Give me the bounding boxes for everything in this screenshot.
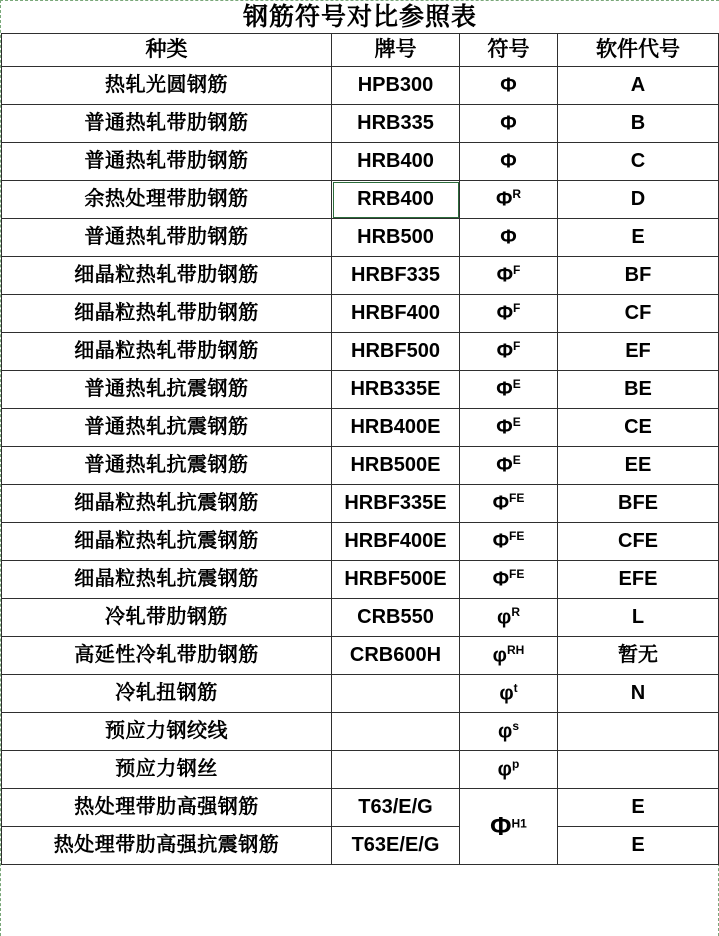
cell-kind: 细晶粒热轧带肋钢筋 (2, 333, 332, 371)
table-title-row (2, 1, 719, 34)
symbol-superscript: FE (509, 529, 525, 544)
column-header-code: 软件代号 (558, 34, 719, 67)
cell-symbol (460, 67, 558, 105)
table-row (2, 257, 719, 295)
table-row (2, 371, 719, 409)
cell-code: E (558, 827, 719, 865)
cell-symbol (460, 409, 558, 447)
symbol-superscript: F (513, 301, 521, 316)
cell-symbol-merged (460, 789, 558, 865)
cell-kind: 普通热轧带肋钢筋 (2, 105, 332, 143)
cell-symbol (460, 675, 558, 713)
symbol-superscript: E (512, 415, 521, 430)
table-row (2, 637, 719, 675)
cell-code: B (558, 105, 719, 143)
cell-code: C (558, 143, 719, 181)
cell-symbol (460, 713, 558, 751)
symbol-glyph: Φ (492, 492, 510, 515)
symbol-superscript: E (512, 377, 521, 392)
cell-kind: 细晶粒热轧带肋钢筋 (2, 295, 332, 333)
cell-grade: T63E/E/G (332, 827, 460, 865)
symbol-glyph: φ (497, 606, 512, 629)
cell-kind: 细晶粒热轧抗震钢筋 (2, 561, 332, 599)
symbol-superscript: R (512, 187, 522, 202)
table-row (2, 599, 719, 637)
cell-code: D (558, 181, 719, 219)
page-title: 钢筋符号对比参照表 (2, 1, 719, 34)
cell-kind: 预应力钢绞线 (2, 713, 332, 751)
cell-grade: HRB500E (332, 447, 460, 485)
symbol-glyph: φ (498, 720, 513, 743)
cell-kind: 普通热轧抗震钢筋 (2, 371, 332, 409)
table-header-row (2, 34, 719, 67)
cell-code: CF (558, 295, 719, 333)
table-row (2, 409, 719, 447)
cell-grade: HRBF400 (332, 295, 460, 333)
table-row (2, 827, 719, 865)
cell-grade: CRB600H (332, 637, 460, 675)
cell-kind: 细晶粒热轧抗震钢筋 (2, 485, 332, 523)
symbol-glyph: Φ (492, 568, 510, 591)
cell-kind: 热处理带肋高强钢筋 (2, 789, 332, 827)
cell-code: E (558, 789, 719, 827)
symbol-superscript: FE (509, 567, 525, 582)
symbol-glyph: Φ (500, 74, 517, 97)
symbol-superscript: FE (509, 491, 525, 506)
table-row (2, 447, 719, 485)
cell-grade: RRB400 (332, 181, 460, 219)
cell-symbol (460, 181, 558, 219)
column-header-grade: 牌号 (332, 34, 460, 67)
column-header-symbol: 符号 (460, 34, 558, 67)
cell-kind: 普通热轧带肋钢筋 (2, 219, 332, 257)
cell-grade: HRBF500E (332, 561, 460, 599)
cell-code: CFE (558, 523, 719, 561)
symbol-superscript: R (511, 605, 520, 620)
symbol-glyph: Φ (496, 378, 513, 401)
symbol-glyph: Φ (490, 810, 512, 841)
symbol-glyph: φ (499, 682, 514, 705)
symbol-glyph: Φ (496, 454, 513, 477)
cell-grade: HRBF335 (332, 257, 460, 295)
cell-symbol (460, 371, 558, 409)
symbol-superscript: F (513, 339, 521, 354)
cell-grade (332, 675, 460, 713)
cell-kind: 预应力钢丝 (2, 751, 332, 789)
cell-kind: 普通热轧抗震钢筋 (2, 409, 332, 447)
rebar-symbol-table (1, 1, 719, 865)
cell-code: A (558, 67, 719, 105)
symbol-glyph: φ (492, 644, 507, 667)
cell-grade: HRB400 (332, 143, 460, 181)
table-row (2, 105, 719, 143)
cell-symbol (460, 561, 558, 599)
symbol-superscript: t (513, 681, 518, 696)
cell-code: EFE (558, 561, 719, 599)
cell-code: 暂无 (558, 637, 719, 675)
table-row (2, 751, 719, 789)
symbol-glyph: Φ (496, 264, 514, 287)
table-row (2, 181, 719, 219)
cell-grade: HPB300 (332, 67, 460, 105)
symbol-superscript: s (512, 719, 519, 734)
cell-symbol (460, 105, 558, 143)
cell-code (558, 713, 719, 751)
symbol-glyph: Φ (492, 530, 510, 553)
symbol-superscript: p (511, 757, 520, 772)
table-row (2, 789, 719, 827)
symbol-glyph: Φ (500, 150, 517, 173)
cell-grade: HRBF335E (332, 485, 460, 523)
cell-kind: 细晶粒热轧带肋钢筋 (2, 257, 332, 295)
cell-kind: 冷轧带肋钢筋 (2, 599, 332, 637)
cell-symbol (460, 219, 558, 257)
cell-code: BFE (558, 485, 719, 523)
symbol-glyph: Φ (500, 112, 517, 135)
symbol-glyph: φ (497, 758, 512, 781)
symbol-glyph: Φ (500, 226, 517, 249)
symbol-glyph: Φ (496, 340, 514, 363)
cell-symbol (460, 333, 558, 371)
cell-grade: T63/E/G (332, 789, 460, 827)
table-row (2, 713, 719, 751)
cell-grade: HRB400E (332, 409, 460, 447)
cell-grade (332, 751, 460, 789)
cell-symbol (460, 523, 558, 561)
table-row (2, 295, 719, 333)
cell-code (558, 751, 719, 789)
cell-symbol (460, 637, 558, 675)
symbol-superscript: H1 (511, 816, 527, 831)
cell-grade (332, 713, 460, 751)
cell-symbol (460, 257, 558, 295)
table-row (2, 333, 719, 371)
cell-symbol (460, 751, 558, 789)
cell-symbol (460, 295, 558, 333)
cell-kind: 余热处理带肋钢筋 (2, 181, 332, 219)
table-row (2, 485, 719, 523)
cell-grade: HRBF400E (332, 523, 460, 561)
table-row (2, 561, 719, 599)
cell-grade: HRB335E (332, 371, 460, 409)
cell-grade: HRBF500 (332, 333, 460, 371)
cell-code: BE (558, 371, 719, 409)
table-row (2, 523, 719, 561)
cell-code: L (558, 599, 719, 637)
table-row (2, 143, 719, 181)
cell-symbol (460, 143, 558, 181)
cell-code: EF (558, 333, 719, 371)
cell-kind: 普通热轧抗震钢筋 (2, 447, 332, 485)
cell-code: E (558, 219, 719, 257)
cell-code: N (558, 675, 719, 713)
table-row (2, 675, 719, 713)
cell-symbol (460, 447, 558, 485)
symbol-superscript: E (512, 453, 521, 468)
cell-grade: HRB335 (332, 105, 460, 143)
cell-symbol (460, 485, 558, 523)
cell-grade: HRB500 (332, 219, 460, 257)
cell-kind: 高延性冷轧带肋钢筋 (2, 637, 332, 675)
cell-kind: 普通热轧带肋钢筋 (2, 143, 332, 181)
cell-code: BF (558, 257, 719, 295)
symbol-superscript: F (513, 263, 521, 278)
cell-code: CE (558, 409, 719, 447)
cell-kind: 冷轧扭钢筋 (2, 675, 332, 713)
table-row (2, 67, 719, 105)
cell-code: EE (558, 447, 719, 485)
symbol-glyph: Φ (496, 416, 513, 439)
symbol-glyph: Φ (496, 302, 514, 325)
column-header-kind: 种类 (2, 34, 332, 67)
cell-grade: CRB550 (332, 599, 460, 637)
table-row (2, 219, 719, 257)
cell-kind: 热轧光圆钢筋 (2, 67, 332, 105)
cell-kind: 细晶粒热轧抗震钢筋 (2, 523, 332, 561)
symbol-superscript: RH (506, 643, 525, 658)
cell-kind: 热处理带肋高强抗震钢筋 (2, 827, 332, 865)
cell-symbol (460, 599, 558, 637)
symbol-glyph: Φ (495, 188, 513, 211)
